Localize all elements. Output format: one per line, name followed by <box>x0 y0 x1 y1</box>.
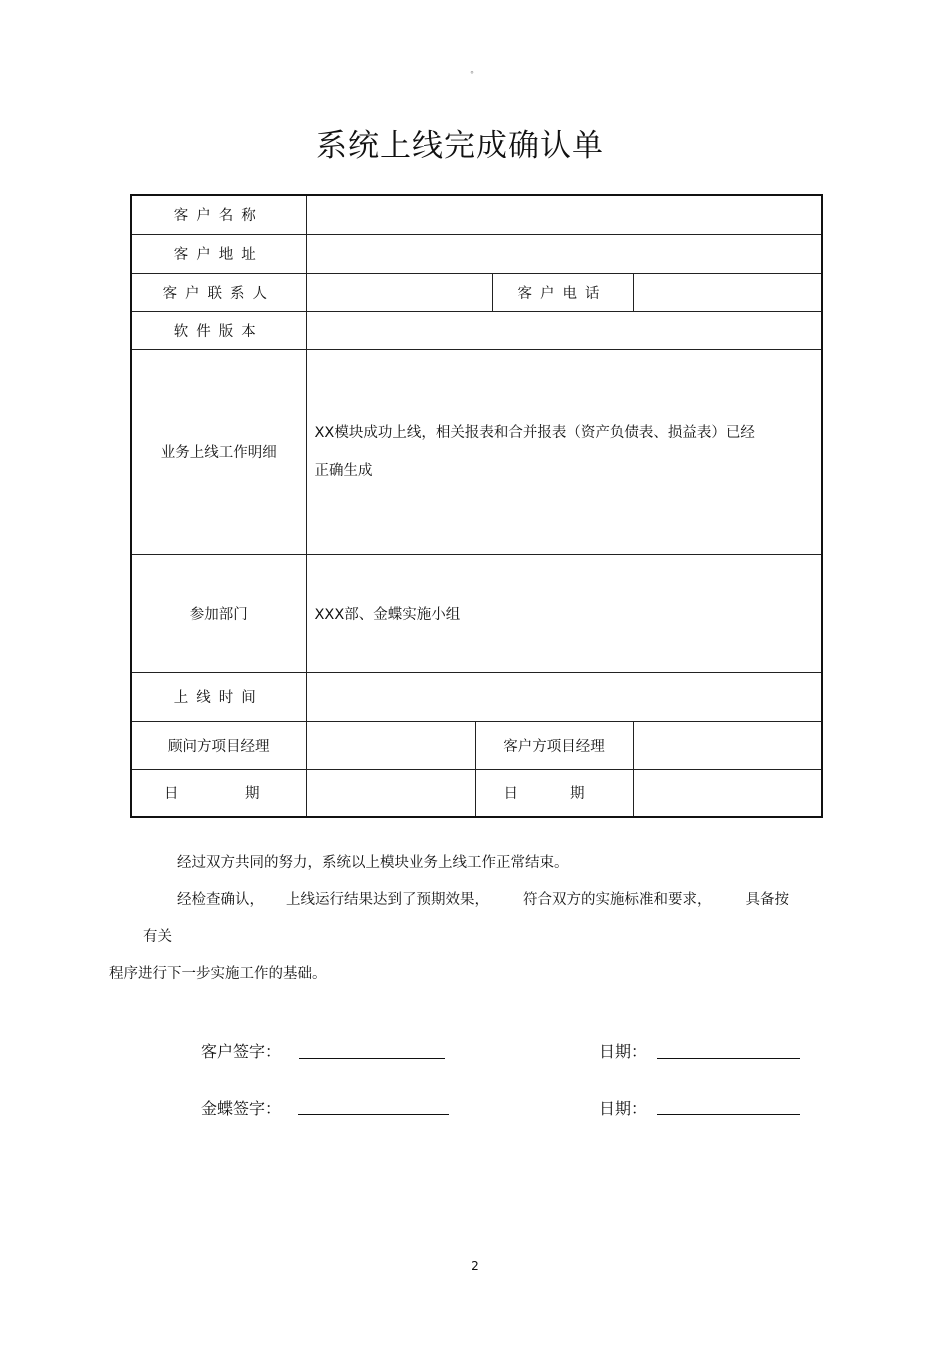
phone-field[interactable] <box>633 273 822 311</box>
contact-field[interactable] <box>306 273 492 311</box>
date-right-char-2: 期 <box>570 786 585 803</box>
detail-line-2: 正确生成 <box>314 462 373 479</box>
row-customer-address <box>131 234 822 273</box>
customer-address-label: 客户地址 <box>131 234 306 273</box>
kingdee-sign-label: 金蝶签字： <box>201 1099 282 1118</box>
paragraph-2-part-b: 上线运行结果达到了预期效果， <box>286 892 489 908</box>
row-project-managers <box>131 721 822 769</box>
customer-sign-line[interactable] <box>299 1058 445 1059</box>
paragraph-2-part-c: 符合双方的实施标准和要求， <box>523 892 712 908</box>
paragraph-2-part-d: 具备按有关 <box>143 892 789 945</box>
phone-label: 客户电话 <box>492 273 633 311</box>
paragraph-2 <box>109 882 803 993</box>
time-field[interactable] <box>306 672 822 721</box>
customer-pm-label: 客户方项目经理 <box>475 721 633 769</box>
page-number: 2 <box>471 1259 479 1273</box>
row-detail <box>131 349 822 554</box>
consultant-pm-field[interactable] <box>306 721 475 769</box>
customer-address-field[interactable] <box>306 234 822 273</box>
kingdee-date-line[interactable] <box>657 1114 800 1115</box>
row-customer-name <box>131 195 822 234</box>
date-right-field[interactable] <box>633 769 822 817</box>
customer-pm-field[interactable] <box>633 721 822 769</box>
customer-sign-label: 客户签字： <box>201 1042 282 1061</box>
detail-label: 业务上线工作明细 <box>131 349 306 554</box>
row-contact <box>131 273 822 311</box>
paragraph-2-part-e: 程序进行下一步实施工作的基础。 <box>109 966 327 982</box>
version-field[interactable] <box>306 311 822 349</box>
date-left-char-1: 日 <box>164 786 179 803</box>
paragraph-2-part-a: 经检查确认， <box>177 892 264 908</box>
customer-name-field[interactable] <box>306 195 822 234</box>
row-dates <box>131 769 822 817</box>
time-label: 上线时间 <box>131 672 306 721</box>
customer-date-line[interactable] <box>657 1058 800 1059</box>
paragraph-1: 经过双方共同的努力，系统以上模块业务上线工作正常结束。 <box>177 855 569 871</box>
kingdee-sign-line[interactable] <box>298 1114 449 1115</box>
date-right-char-1: 日 <box>503 786 518 803</box>
date-label-right <box>475 769 633 817</box>
date-left-char-2: 期 <box>245 786 260 803</box>
dept-label: 参加部门 <box>131 554 306 672</box>
page-title: 系统上线完成确认单 <box>316 128 604 164</box>
contact-label: 客户联系人 <box>131 273 306 311</box>
dept-field[interactable]: XXX部、金蝶实施小组 <box>306 554 822 672</box>
row-department <box>131 554 822 672</box>
row-version <box>131 311 822 349</box>
date-label-left <box>131 769 306 817</box>
detail-line-1: XX模块成功上线，相关报表和合并报表（资产负债表、损益表）已经 <box>314 424 755 441</box>
detail-field[interactable] <box>306 349 822 554</box>
row-online-time <box>131 672 822 721</box>
header-mark: ° <box>470 70 474 79</box>
date-left-field[interactable] <box>306 769 475 817</box>
customer-name-label: 客户名称 <box>131 195 306 234</box>
confirmation-form-table <box>130 194 823 818</box>
version-label: 软件版本 <box>131 311 306 349</box>
kingdee-date-label: 日期： <box>599 1099 648 1118</box>
customer-date-label: 日期： <box>599 1042 648 1061</box>
consultant-pm-label: 顾问方项目经理 <box>131 721 306 769</box>
